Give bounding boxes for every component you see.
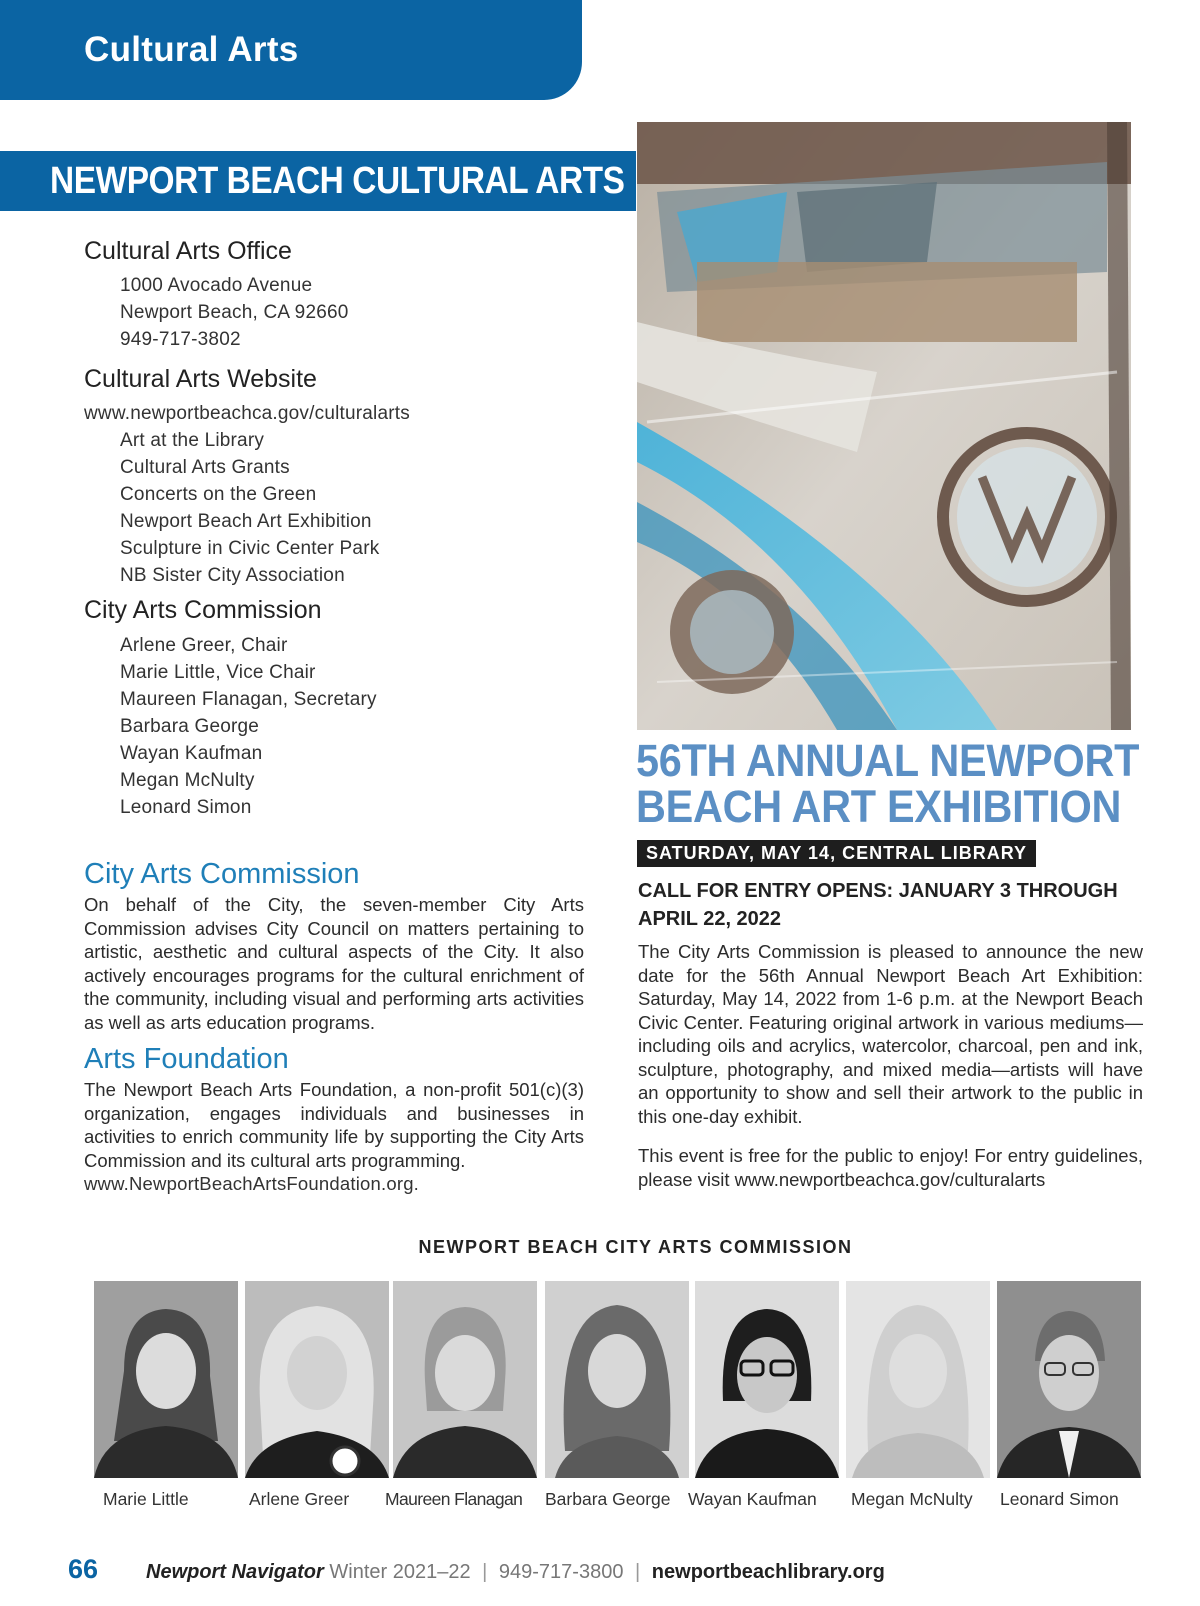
call-for-entry: CALL FOR ENTRY OPENS: JANUARY 3 THROUGH APRIL 22, 2022 [638, 880, 1118, 930]
exhibition-body: The City Arts Commission is pleased to announce the new date for the 56th Annual Newport Beach Art Exhibition: Saturday, May 14, 2022 from 1-6 p.m. at the Newport Beach Civic Center. Featuring original artwork in various mediums—including oils and acrylics, watercolor, charcoal, pen and ink, sculpture, photography, and mixed media—artists will have an opportunity to show and sell their artwork to the public in this one-day exhibit. [638, 941, 1143, 1127]
commission-member: Megan McNulty [120, 770, 255, 791]
portrait-caption: Maureen Flanagan [385, 1489, 523, 1509]
issue-label: Winter 2021–22 [329, 1561, 471, 1583]
page-number: 66 [68, 1554, 99, 1584]
section-tab-label: Cultural Arts [84, 30, 299, 69]
portrait-silhouette [393, 1281, 537, 1478]
portrait-caption: Wayan Kaufman [688, 1489, 817, 1509]
portrait-caption: Arlene Greer [249, 1489, 350, 1509]
exhibition-date-bar: SATURDAY, MAY 14, CENTRAL LIBRARY [637, 840, 1036, 867]
program-item: NB Sister City Association [120, 565, 345, 586]
commission-section-body: On behalf of the City, the seven-member City Arts Commission advises City Council on matters pertaining to artistic, aesthetic and cultural aspects of the City. It also actively encourages programs for the cultural enrichment of the community, including visual and performing arts activities as well as arts education programs. [84, 894, 584, 1033]
commission-member: Arlene Greer, Chair [120, 635, 288, 656]
website-url[interactable]: www.newportbeachca.gov/culturalarts [84, 403, 410, 424]
portrait-silhouette [94, 1281, 238, 1478]
commission-section-heading: City Arts Commission [84, 858, 360, 890]
section-tab [0, 0, 582, 100]
portrait-caption: Barbara George [545, 1489, 671, 1509]
commission-member: Wayan Kaufman [120, 743, 263, 764]
commission-member: Leonard Simon [120, 797, 252, 818]
foundation-url[interactable]: www.NewportBeachArtsFoundation.org. [84, 1173, 420, 1194]
gallery-heading: NEWPORT BEACH CITY ARTS COMMISSION [418, 1237, 853, 1257]
portrait-photo [997, 1281, 1141, 1478]
page-title: NEWPORT BEACH CULTURAL ARTS [50, 160, 625, 202]
portrait-photo [94, 1281, 238, 1478]
foundation-heading: Arts Foundation [84, 1043, 289, 1075]
office-heading: Cultural Arts Office [84, 237, 292, 265]
website-heading: Cultural Arts Website [84, 365, 317, 393]
portrait-silhouette [245, 1281, 389, 1478]
portrait-caption: Leonard Simon [1000, 1489, 1119, 1509]
portrait-photo [245, 1281, 389, 1478]
commission-member: Maureen Flanagan, Secretary [120, 689, 377, 710]
portrait-silhouette [846, 1281, 990, 1478]
commission-list-heading: City Arts Commission [84, 596, 322, 624]
foundation-body: The Newport Beach Arts Foundation, a non-profit 501(c)(3) organization, engages individuals and businesses in activities to enrich community life by supporting the City Arts Commission and its cultural arts programming. [84, 1079, 584, 1171]
footer-phone: 949-717-3800 [498, 1561, 624, 1583]
program-item: Art at the Library [120, 430, 265, 451]
portrait-photo [846, 1281, 990, 1478]
portrait-photo [545, 1281, 689, 1478]
portrait-silhouette [695, 1281, 839, 1478]
portrait-caption: Marie Little [103, 1489, 189, 1509]
portrait-photo [393, 1281, 537, 1478]
portrait-photo [695, 1281, 839, 1478]
office-address-line: 1000 Avocado Avenue [120, 275, 313, 296]
program-item: Sculpture in Civic Center Park [120, 538, 380, 559]
office-city-line: Newport Beach, CA 92660 [120, 302, 349, 323]
commission-member: Barbara George [120, 716, 260, 737]
magazine-name: Newport Navigator [146, 1561, 324, 1583]
footer-url[interactable]: newportbeachlibrary.org [651, 1561, 885, 1583]
footer-separator: | [482, 1561, 488, 1583]
exhibition-title-line: 56TH ANNUAL NEWPORT [636, 735, 1140, 786]
commission-member: Marie Little, Vice Chair [120, 662, 316, 683]
portrait-caption: Megan McNulty [851, 1489, 973, 1509]
page-banner [0, 151, 636, 211]
office-phone: 949-717-3802 [120, 329, 241, 350]
exhibition-body-2: This event is free for the public to enjoy! For entry guidelines, please visit www.newportbeachca.gov/culturalarts [638, 1145, 1143, 1190]
vw-bus-painting [637, 122, 1131, 730]
portrait-silhouette [545, 1281, 689, 1478]
program-item: Concerts on the Green [120, 484, 317, 505]
footer-line [146, 1561, 885, 1584]
painting-illustration [637, 122, 1131, 730]
exhibition-title [636, 735, 1140, 832]
portrait-silhouette [997, 1281, 1141, 1478]
exhibition-title-line: BEACH ART EXHIBITION [636, 781, 1122, 832]
program-item: Cultural Arts Grants [120, 457, 290, 478]
program-item: Newport Beach Art Exhibition [120, 511, 372, 532]
footer-separator: | [635, 1561, 641, 1583]
